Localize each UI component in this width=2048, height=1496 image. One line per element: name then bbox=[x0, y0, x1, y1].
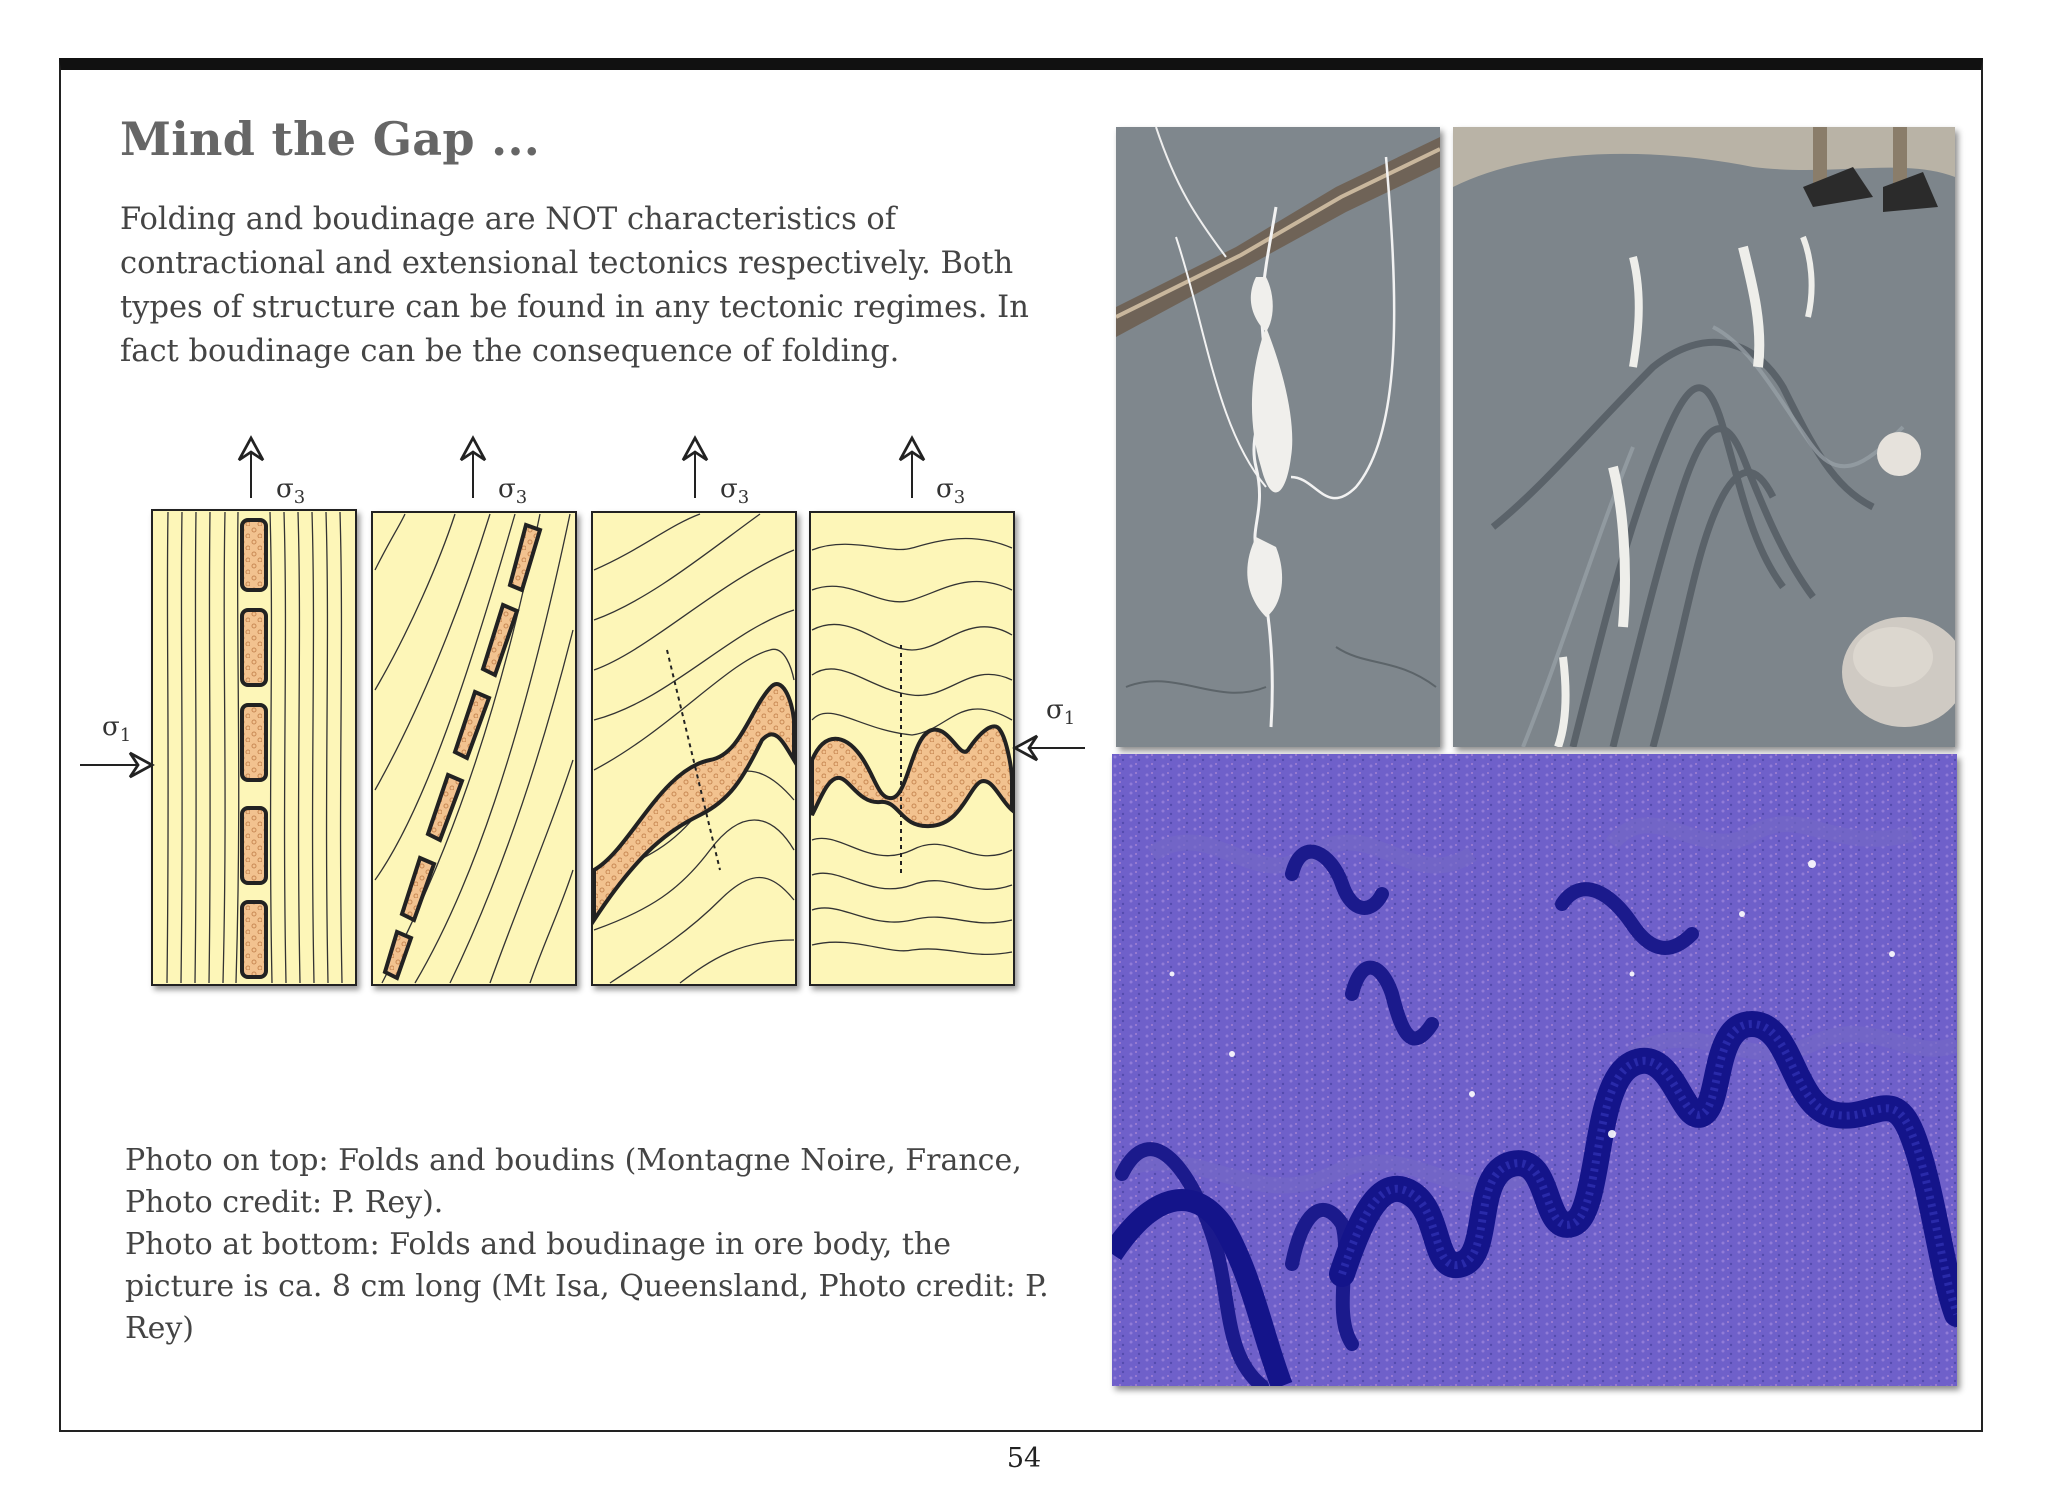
sigma3-subscript: 3 bbox=[737, 487, 750, 508]
caption-bottom: Photo at bottom: Folds and boudinage in ore body, the picture is ca. 8 cm long (Mt Isa, Queensland, Photo credit: P. Rey) bbox=[125, 1227, 1049, 1346]
sigma1-arrow-right bbox=[1025, 695, 1085, 748]
diagram-panel-2 bbox=[372, 512, 576, 985]
photo-caption bbox=[125, 1140, 1065, 1350]
sigma1-subscript: 1 bbox=[119, 725, 132, 746]
sigma3-arrow-1 bbox=[251, 448, 305, 508]
svg-text:σ3 bbox=[498, 474, 527, 508]
sigma1-arrow-left bbox=[80, 712, 142, 765]
fold-boudinage-diagram bbox=[70, 430, 1100, 1000]
diagram-panel-1 bbox=[152, 510, 356, 985]
sigma3-subscript: 3 bbox=[515, 487, 528, 508]
sigma3-subscript: 3 bbox=[293, 487, 306, 508]
sigma1-label: σ bbox=[102, 712, 120, 742]
svg-text:σ1 bbox=[102, 712, 131, 746]
svg-text:σ3 bbox=[276, 474, 305, 508]
sigma3-label: σ bbox=[276, 474, 294, 504]
sigma3-label: σ bbox=[720, 474, 738, 504]
sigma3-arrow-2 bbox=[473, 448, 527, 508]
svg-text:σ3 bbox=[720, 474, 749, 508]
svg-text:σ1 bbox=[1046, 695, 1075, 729]
diagram-panel-4 bbox=[810, 512, 1014, 985]
sigma3-label: σ bbox=[498, 474, 516, 504]
photo-ore-body-folds bbox=[1112, 754, 1957, 1386]
diagram-panel-3 bbox=[592, 512, 796, 985]
sigma1-subscript: 1 bbox=[1063, 708, 1076, 729]
sigma3-arrow-4 bbox=[912, 448, 965, 508]
sigma3-label: σ bbox=[936, 474, 954, 504]
page-title: Mind the Gap ... bbox=[120, 112, 541, 166]
sigma3-subscript: 3 bbox=[953, 487, 966, 508]
caption-top: Photo on top: Folds and boudins (Montagne Noire, France, Photo credit: P. Rey). bbox=[125, 1143, 1022, 1220]
intro-paragraph: Folding and boudinage are NOT characteristics of contractional and extensional tectonics respectively. Both types of structure can be found in any tectonic regimes. In fact boudinage can be the consequence of folding. bbox=[120, 202, 1029, 369]
sigma1-label: σ bbox=[1046, 695, 1064, 725]
sigma3-arrow-3 bbox=[695, 448, 749, 508]
svg-text:σ3 bbox=[936, 474, 965, 508]
photo-boudins-grey-rock bbox=[1116, 127, 1440, 747]
page-number: 54 bbox=[1006, 1443, 1042, 1474]
photo-folded-outcrop bbox=[1453, 127, 1955, 747]
